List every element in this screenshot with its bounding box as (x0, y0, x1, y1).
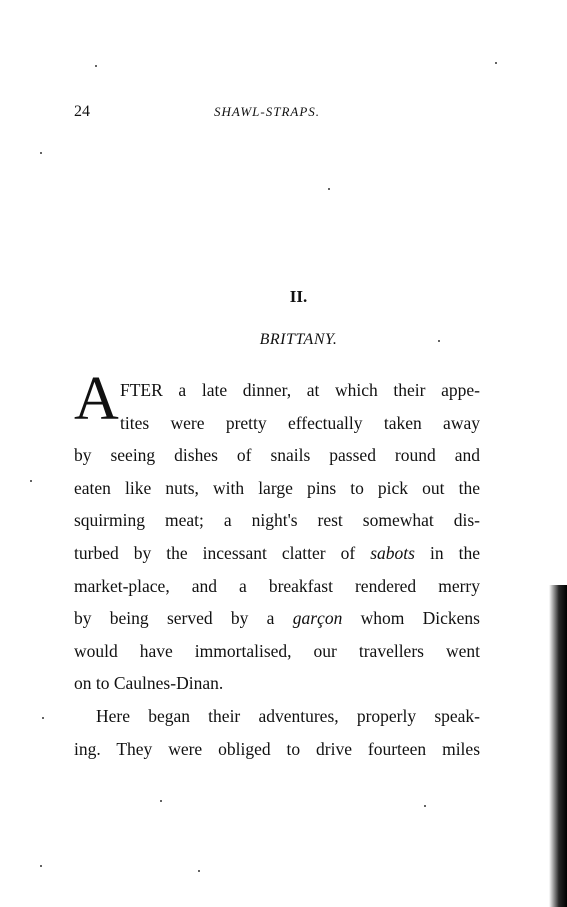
text-line: FTER a late dinner, at which their appe- (120, 380, 480, 400)
scan-speck (42, 717, 44, 719)
drop-cap: A (74, 365, 119, 433)
scan-speck (40, 152, 42, 154)
scan-speck (328, 188, 330, 190)
scan-speck (198, 870, 200, 872)
scan-speck (95, 65, 97, 67)
text-line: by seeing dishes of snails passed round and (74, 445, 480, 466)
page-header (74, 103, 484, 123)
text-line: would have immortalised, our travellers went (74, 640, 480, 661)
scan-speck (40, 865, 42, 867)
scan-speck (160, 800, 162, 802)
chapter-title: BRITTANY. (259, 331, 338, 348)
running-title: SHAWL-STRAPS. (214, 104, 321, 119)
text-line: ing. They were obliged to drive fourteen miles (74, 738, 480, 759)
page-number: 24 (74, 103, 90, 120)
chapter-number: II. (289, 287, 308, 306)
text-line: eaten like nuts, with large pins to pick out the (74, 477, 480, 498)
text-line: market-place, and a breakfast rendered merry (74, 575, 480, 596)
scan-speck (495, 62, 497, 64)
text-line: on to Caulnes-Dinan. (74, 673, 224, 694)
scan-edge-shadow (549, 585, 567, 907)
text-line: Here began their adventures, properly speak- (96, 705, 480, 726)
scan-speck (424, 805, 426, 807)
text-line: by being served by a garçon whom Dickens (74, 608, 480, 629)
scan-speck (438, 340, 440, 342)
text-line: tites were pretty effectually taken away (120, 412, 480, 433)
body-text (74, 374, 480, 765)
text-line: turbed by the incessant clatter of sabots in the (74, 542, 480, 563)
scan-speck (30, 480, 32, 482)
text-line: squirming meat; a night's rest somewhat dis- (74, 510, 480, 531)
